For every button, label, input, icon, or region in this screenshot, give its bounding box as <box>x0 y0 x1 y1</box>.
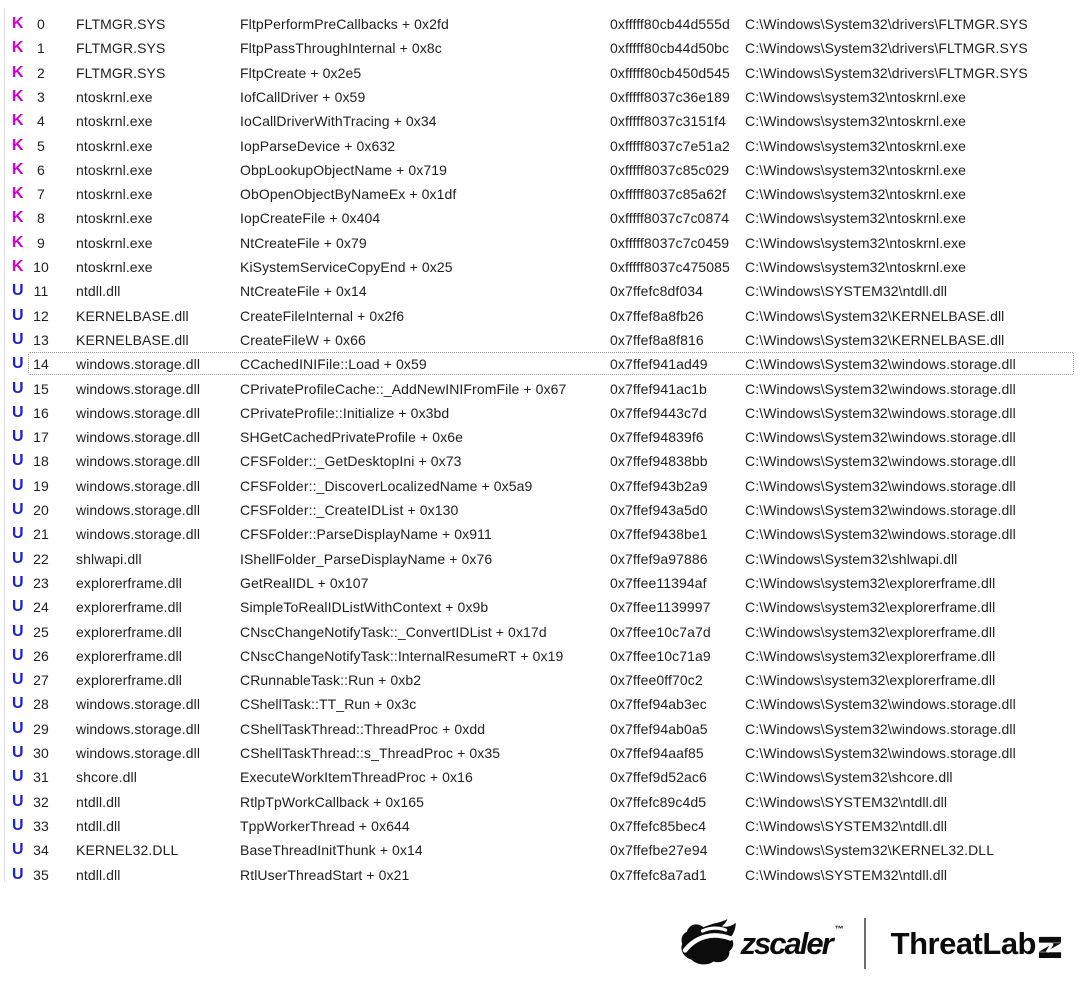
stack-frame-row[interactable] <box>0 36 1080 60</box>
frame-address: 0xfffff8037c7c0874 <box>610 210 730 227</box>
frame-address: 0x7ffef94aaf85 <box>610 745 704 761</box>
module-name: ntoskrnl.exe <box>76 161 153 178</box>
frame-number: 27 <box>33 672 49 689</box>
module-path: C:\Windows\System32\drivers\FLTMGR.SYS <box>745 64 1028 81</box>
frame-address: 0xfffff8037c7c0459 <box>610 234 730 251</box>
frame-number: 21 <box>33 526 49 543</box>
frame-number: 30 <box>33 745 49 761</box>
module-path: C:\Windows\system32\explorerframe.dll <box>745 647 996 664</box>
function-location: KiSystemServiceCopyEnd + 0x25 <box>240 259 453 275</box>
module-name: windows.storage.dll <box>76 453 201 470</box>
frame-number: 26 <box>33 647 49 664</box>
stack-frame-row[interactable] <box>0 328 1080 352</box>
frame-mode-icon: K <box>12 185 24 203</box>
stack-frame-row[interactable] <box>0 255 1080 279</box>
module-path: C:\Windows\System32\shcore.dll <box>745 769 953 786</box>
module-name: windows.storage.dll <box>76 477 201 494</box>
frame-address: 0x7ffef941ad49 <box>610 356 708 373</box>
stack-frame-row[interactable] <box>0 182 1080 206</box>
frame-number: 5 <box>37 137 45 154</box>
module-path: C:\Windows\System32\drivers\FLTMGR.SYS <box>745 16 1028 32</box>
module-path: C:\Windows\System32\windows.storage.dll <box>745 696 1016 713</box>
stack-frame-row[interactable] <box>0 425 1080 449</box>
stack-frame-row[interactable] <box>0 814 1080 838</box>
frame-number: 10 <box>33 259 49 275</box>
frame-mode-icon: U <box>12 744 24 761</box>
module-path: C:\Windows\system32\explorerframe.dll <box>745 599 996 616</box>
stack-frame-row[interactable] <box>0 134 1080 158</box>
module-path: C:\Windows\System32\windows.storage.dll <box>745 502 1016 518</box>
zscaler-wordmark: zscaler <box>740 925 832 961</box>
frame-address: 0xfffff8037c475085 <box>610 259 730 275</box>
function-location: CFSFolder::_DiscoverLocalizedName + 0x5a9 <box>240 477 533 494</box>
stack-frame-row[interactable] <box>0 692 1080 716</box>
frame-address: 0xfffff8037c36e189 <box>610 88 730 105</box>
stack-frame-row[interactable] <box>0 668 1080 692</box>
module-path: C:\Windows\SYSTEM32\ntdll.dll <box>745 817 948 834</box>
frame-number: 8 <box>37 210 45 227</box>
module-name: ntdll.dll <box>76 817 121 834</box>
frame-mode-icon: U <box>12 330 24 348</box>
frame-mode-icon: K <box>12 39 24 57</box>
frame-mode-icon: U <box>12 768 24 786</box>
frame-address: 0xfffff80cb44d50bc <box>610 40 730 57</box>
frame-number: 32 <box>33 793 49 810</box>
frame-mode-icon: K <box>12 136 24 154</box>
frame-mode-icon: K <box>12 258 24 275</box>
module-name: windows.storage.dll <box>76 526 201 543</box>
frame-number: 6 <box>37 161 45 178</box>
module-name: shlwapi.dll <box>76 550 142 567</box>
module-name: ntoskrnl.exe <box>76 88 153 105</box>
module-path: C:\Windows\system32\explorerframe.dll <box>745 623 996 640</box>
frame-number: 25 <box>33 623 49 640</box>
function-location: CreateFileInternal + 0x2f6 <box>240 307 405 324</box>
frame-mode-icon: U <box>12 816 24 834</box>
function-location: FltpPerformPreCallbacks + 0x2fd <box>240 16 449 32</box>
module-path: C:\Windows\System32\shlwapi.dll <box>745 550 958 567</box>
function-location: CCachedINIFile::Load + 0x59 <box>240 356 427 373</box>
frame-address: 0x7ffee1139997 <box>610 599 711 616</box>
stack-frame-row[interactable] <box>0 377 1080 401</box>
frame-address: 0x7ffef94839f6 <box>610 429 704 446</box>
function-location: ExecuteWorkItemThreadProc + 0x16 <box>240 769 473 786</box>
stack-frame-row[interactable] <box>0 352 1080 376</box>
module-name: FLTMGR.SYS <box>76 64 166 81</box>
module-path: C:\Windows\system32\explorerframe.dll <box>745 672 996 689</box>
frame-address: 0x7ffee10c7a7d <box>610 623 711 640</box>
function-location: SHGetCachedPrivateProfile + 0x6e <box>240 429 464 446</box>
module-name: ntdll.dll <box>76 283 121 300</box>
stack-frame-row[interactable] <box>0 644 1080 668</box>
function-location: CFSFolder::ParseDisplayName + 0x911 <box>240 526 492 543</box>
stack-frame-row[interactable] <box>0 474 1080 498</box>
module-name: KERNEL32.DLL <box>76 842 179 859</box>
module-path: C:\Windows\System32\windows.storage.dll <box>745 720 1016 737</box>
module-name: windows.storage.dll <box>76 380 201 397</box>
frame-address: 0x7ffef8a8fb26 <box>610 307 704 324</box>
frame-number: 24 <box>33 599 49 616</box>
frame-mode-icon: U <box>12 501 24 518</box>
module-name: ntoskrnl.exe <box>76 234 153 251</box>
module-name: ntoskrnl.exe <box>76 137 153 154</box>
stack-frame-row[interactable] <box>0 279 1080 303</box>
frame-number: 7 <box>37 186 45 203</box>
frame-number: 14 <box>33 356 49 373</box>
frame-number: 19 <box>33 477 49 494</box>
module-name: windows.storage.dll <box>76 356 201 373</box>
function-location: CreateFileW + 0x66 <box>240 331 366 348</box>
frame-mode-icon: U <box>12 719 24 737</box>
module-name: windows.storage.dll <box>76 696 201 713</box>
frame-mode-icon: U <box>12 841 24 859</box>
frame-mode-icon: U <box>12 549 24 567</box>
frame-address: 0xfffff8037c85a62f <box>610 186 726 203</box>
function-location: FltpCreate + 0x2e5 <box>240 64 362 81</box>
frame-address: 0x7ffef9438be1 <box>610 526 708 543</box>
module-name: explorerframe.dll <box>76 672 182 689</box>
stack-frame-row[interactable] <box>0 547 1080 571</box>
frame-number: 22 <box>33 550 49 567</box>
frame-number: 29 <box>33 720 49 737</box>
frame-number: 0 <box>37 16 45 32</box>
module-name: ntoskrnl.exe <box>76 113 153 130</box>
module-path: C:\Windows\SYSTEM32\ntdll.dll <box>745 283 948 300</box>
frame-mode-icon: U <box>12 573 24 591</box>
function-location: SimpleToRealIDListWithContext + 0x9b <box>240 599 489 616</box>
frame-mode-icon: K <box>12 112 24 130</box>
module-path: C:\Windows\System32\windows.storage.dll <box>745 380 1016 397</box>
module-name: explorerframe.dll <box>76 574 182 591</box>
frame-mode-icon: K <box>12 15 24 32</box>
stack-frame-row[interactable] <box>0 206 1080 230</box>
frame-mode-icon: U <box>12 355 24 373</box>
frame-mode-icon: U <box>12 671 24 689</box>
function-location: TppWorkerThread + 0x644 <box>240 817 410 834</box>
module-path: C:\Windows\System32\windows.storage.dll <box>745 477 1016 494</box>
module-path: C:\Windows\system32\ntoskrnl.exe <box>745 113 967 130</box>
stack-frame-row[interactable] <box>0 717 1080 741</box>
frame-mode-icon: U <box>12 282 24 300</box>
function-location: CShellTask::TT_Run + 0x3c <box>240 696 417 713</box>
function-location: CNscChangeNotifyTask::InternalResumeRT + 0x19 <box>240 647 564 664</box>
frame-number: 20 <box>33 502 49 518</box>
frame-number: 16 <box>33 404 49 421</box>
function-location: IShellFolder_ParseDisplayName + 0x76 <box>240 550 493 567</box>
module-path: C:\Windows\system32\ntoskrnl.exe <box>745 210 967 227</box>
function-location: ObOpenObjectByNameEx + 0x1df <box>240 186 457 203</box>
frame-mode-icon: U <box>12 865 24 883</box>
frame-number: 13 <box>33 331 49 348</box>
frame-number: 2 <box>37 64 45 81</box>
frame-mode-icon: K <box>12 87 24 105</box>
module-path: C:\Windows\System32\drivers\FLTMGR.SYS <box>745 40 1028 57</box>
frame-address: 0x7ffef9443c7d <box>610 404 707 421</box>
frame-address: 0x7ffef9a97886 <box>610 550 708 567</box>
frame-mode-icon: U <box>12 403 24 421</box>
frame-mode-icon: U <box>12 622 24 640</box>
stack-frame-row[interactable] <box>0 304 1080 328</box>
threatlabz-z-glyph <box>1038 934 1062 959</box>
frame-number: 3 <box>37 88 45 105</box>
frame-address: 0x7ffef941ac1b <box>610 380 707 397</box>
brand-footer <box>681 910 1063 976</box>
frame-mode-icon: K <box>12 63 24 81</box>
function-location: NtCreateFile + 0x79 <box>240 234 367 251</box>
frame-mode-icon: U <box>12 792 24 810</box>
frame-address: 0x7ffef8a8f816 <box>610 331 704 348</box>
frame-number: 15 <box>33 380 49 397</box>
frame-number: 17 <box>33 429 49 446</box>
frame-address: 0x7ffee11394af <box>610 574 707 591</box>
frame-number: 12 <box>33 307 49 324</box>
function-location: IoCallDriverWithTracing + 0x34 <box>240 113 437 130</box>
function-location: IofCallDriver + 0x59 <box>240 88 366 105</box>
zscaler-cloud-icon <box>681 919 737 967</box>
module-name: ntoskrnl.exe <box>76 210 153 227</box>
stack-frame-row[interactable] <box>0 231 1080 255</box>
module-path: C:\Windows\system32\ntoskrnl.exe <box>745 259 967 275</box>
function-location: NtCreateFile + 0x14 <box>240 283 367 300</box>
module-name: ntoskrnl.exe <box>76 186 153 203</box>
module-path: C:\Windows\system32\ntoskrnl.exe <box>745 88 967 105</box>
stack-frame-row[interactable] <box>0 12 1080 36</box>
stack-frame-row[interactable] <box>0 571 1080 595</box>
module-path: C:\Windows\system32\ntoskrnl.exe <box>745 234 967 251</box>
module-path: C:\Windows\System32\windows.storage.dll <box>745 453 1016 470</box>
trademark-symbol: ™ <box>834 924 844 934</box>
function-location: GetRealIDL + 0x107 <box>240 574 369 591</box>
footer-divider <box>864 918 866 969</box>
module-name: FLTMGR.SYS <box>76 40 166 57</box>
module-path: C:\Windows\system32\ntoskrnl.exe <box>745 186 967 203</box>
frame-address: 0x7ffef943a5d0 <box>610 502 708 518</box>
function-location: CPrivateProfileCache::_AddNewINIFromFile + 0x67 <box>240 380 567 397</box>
module-path: C:\Windows\System32\KERNELBASE.dll <box>745 307 1005 324</box>
stack-frame-row[interactable] <box>0 158 1080 182</box>
stack-frame-row[interactable] <box>0 741 1080 765</box>
frame-mode-icon: U <box>12 452 24 470</box>
stack-frame-row[interactable] <box>0 61 1080 85</box>
threatlabz-text: ThreatLab <box>890 925 1036 961</box>
frame-mode-icon: U <box>12 646 24 664</box>
module-path: C:\Windows\System32\KERNEL32.DLL <box>745 842 995 859</box>
module-path: C:\Windows\System32\windows.storage.dll <box>745 526 1016 543</box>
stack-frame-row[interactable] <box>0 449 1080 473</box>
module-name: explorerframe.dll <box>76 647 182 664</box>
frame-address: 0x7ffef94ab3ec <box>610 696 707 713</box>
frame-address: 0x7ffefc8df034 <box>610 283 703 300</box>
frame-mode-icon: U <box>12 695 24 713</box>
module-name: windows.storage.dll <box>76 404 201 421</box>
frame-address: 0x7ffee0ff70c2 <box>610 672 703 689</box>
function-location: CRunnableTask::Run + 0xb2 <box>240 672 422 689</box>
function-location: IopParseDevice + 0x632 <box>240 137 396 154</box>
frame-address: 0x7ffee10c71a9 <box>610 647 711 664</box>
module-path: C:\Windows\System32\windows.storage.dll <box>745 745 1016 761</box>
module-name: ntdll.dll <box>76 793 121 810</box>
module-path: C:\Windows\System32\windows.storage.dll <box>745 404 1016 421</box>
frame-number: 9 <box>37 234 45 251</box>
frame-number: 34 <box>33 842 49 859</box>
frame-address: 0x7ffefc85bec4 <box>610 817 707 834</box>
function-location: ObpLookupObjectName + 0x719 <box>240 161 447 178</box>
frame-address: 0x7ffefc8a7ad1 <box>610 866 707 883</box>
stack-frame-row[interactable] <box>0 498 1080 522</box>
module-path: C:\Windows\System32\windows.storage.dll <box>745 356 1016 373</box>
module-path: C:\Windows\System32\KERNELBASE.dll <box>745 331 1005 348</box>
stack-frame-row[interactable] <box>0 765 1080 789</box>
function-location: CShellTaskThread::ThreadProc + 0xdd <box>240 720 486 737</box>
module-path: C:\Windows\System32\windows.storage.dll <box>745 429 1016 446</box>
frame-mode-icon: U <box>12 476 24 494</box>
stack-frame-row[interactable] <box>0 522 1080 546</box>
stack-frame-row[interactable] <box>0 863 1080 887</box>
stack-frame-row[interactable] <box>0 790 1080 814</box>
module-name: windows.storage.dll <box>76 502 201 518</box>
frame-mode-icon: K <box>12 160 24 178</box>
frame-mode-icon: U <box>12 598 24 616</box>
frame-number: 18 <box>33 453 49 470</box>
frame-address: 0x7ffef94838bb <box>610 453 708 470</box>
function-location: FltpPassThroughInternal + 0x8c <box>240 40 442 57</box>
function-location: CFSFolder::_GetDesktopIni + 0x73 <box>240 453 462 470</box>
frame-number: 23 <box>33 574 49 591</box>
module-name: ntoskrnl.exe <box>76 259 153 275</box>
module-path: C:\Windows\SYSTEM32\ntdll.dll <box>745 793 948 810</box>
stack-frame-row[interactable] <box>0 595 1080 619</box>
frame-number: 28 <box>33 696 49 713</box>
frame-mode-icon: U <box>12 428 24 446</box>
module-path: C:\Windows\system32\ntoskrnl.exe <box>745 161 967 178</box>
frame-number: 35 <box>33 866 49 883</box>
module-name: windows.storage.dll <box>76 720 201 737</box>
frame-address: 0xfffff80cb450d545 <box>610 64 730 81</box>
stack-frame-row[interactable] <box>0 109 1080 133</box>
module-name: windows.storage.dll <box>76 429 201 446</box>
frame-address: 0x7ffefbe27e94 <box>610 842 708 859</box>
function-location: CPrivateProfile::Initialize + 0x3bd <box>240 404 450 421</box>
frame-mode-icon: K <box>12 233 24 251</box>
frame-number: 33 <box>33 817 49 834</box>
stack-frame-row[interactable] <box>0 85 1080 109</box>
frame-mode-icon: U <box>12 525 24 543</box>
frame-address: 0x7ffef94ab0a5 <box>610 720 708 737</box>
function-location: BaseThreadInitThunk + 0x14 <box>240 842 423 859</box>
module-name: KERNELBASE.dll <box>76 307 189 324</box>
frame-number: 1 <box>37 40 45 57</box>
module-name: ntdll.dll <box>76 866 121 883</box>
stack-frame-row[interactable] <box>0 620 1080 644</box>
frame-number: 31 <box>33 769 49 786</box>
function-location: RtlpTpWorkCallback + 0x165 <box>240 793 425 810</box>
function-location: CShellTaskThread::s_ThreadProc + 0x35 <box>240 745 501 761</box>
module-path: C:\Windows\system32\explorerframe.dll <box>745 574 996 591</box>
module-name: explorerframe.dll <box>76 599 182 616</box>
frame-mode-icon: K <box>12 209 24 227</box>
frame-mode-icon: U <box>12 306 24 324</box>
frame-address: 0x7ffefc89c4d5 <box>610 793 707 810</box>
function-location: RtlUserThreadStart + 0x21 <box>240 866 410 883</box>
frame-address: 0xfffff8037c3151f4 <box>610 113 726 130</box>
module-name: shcore.dll <box>76 769 137 786</box>
module-path: C:\Windows\SYSTEM32\ntdll.dll <box>745 866 948 883</box>
frame-address: 0xfffff80cb44d555d <box>610 16 730 32</box>
frame-address: 0xfffff8037c7e51a2 <box>610 137 730 154</box>
function-location: CNscChangeNotifyTask::_ConvertIDList + 0x17d <box>240 623 547 640</box>
module-name: KERNELBASE.dll <box>76 331 189 348</box>
stack-frame-row[interactable] <box>0 401 1080 425</box>
frame-address: 0x7ffef943b2a9 <box>610 477 708 494</box>
frame-number: 11 <box>33 283 49 300</box>
frame-number: 4 <box>37 113 45 130</box>
function-location: IopCreateFile + 0x404 <box>240 210 381 227</box>
frame-address: 0xfffff8037c85c029 <box>610 161 730 178</box>
module-name: windows.storage.dll <box>76 745 201 761</box>
frame-address: 0x7ffef9d52ac6 <box>610 769 707 786</box>
function-location: CFSFolder::_CreateIDList + 0x130 <box>240 502 459 518</box>
stack-frame-row[interactable] <box>0 838 1080 862</box>
frame-mode-icon: U <box>12 379 24 397</box>
module-name: FLTMGR.SYS <box>76 16 166 32</box>
threatlabz-wordmark <box>890 925 1062 961</box>
module-path: C:\Windows\system32\ntoskrnl.exe <box>745 137 967 154</box>
module-name: explorerframe.dll <box>76 623 182 640</box>
